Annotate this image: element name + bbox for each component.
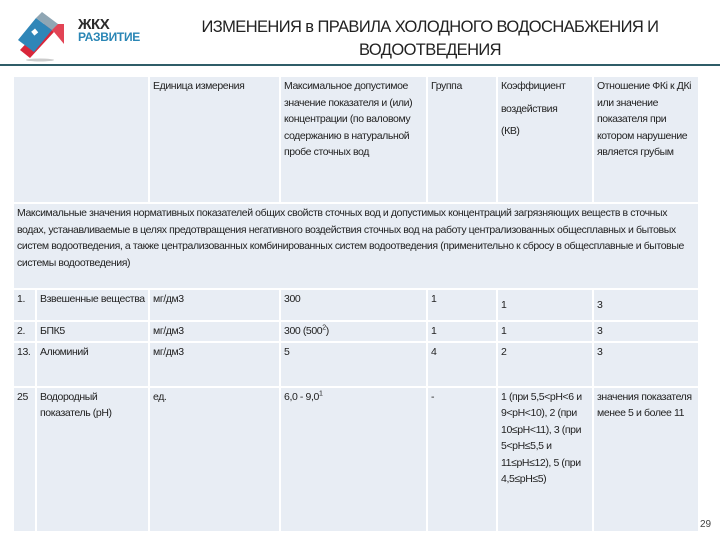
row-unit: ед. [149, 387, 280, 532]
row-kv: 2 [497, 342, 593, 387]
page-title [160, 16, 700, 62]
row-group: 4 [427, 342, 497, 387]
table-row [13, 289, 699, 321]
row-unit: мг/дм3 [149, 321, 280, 342]
row-kv: 1 [497, 321, 593, 342]
header-max: Максимальное допустимое значение показателя и (или) концентрации (по валовому содержанию в натуральной пробе сточных вод [280, 76, 427, 203]
row-name: Алюминий [36, 342, 149, 387]
row-max: 300 [280, 289, 427, 321]
section-text: Максимальные значения нормативных показателей общих свойств сточных вод и допустимых концентраций загрязняющих веществ в сточных водах, устанавливаемые в целях предотвращения негативного воздействия сточных вод на работу централизованных общесплавных и бытовых систем водоотведения, а также централизованных комбинированных систем водоотведения (применительно к сбросу в общесплавные и бытовые системы водоотведения) [13, 203, 699, 289]
row-max-tail: ) [325, 325, 329, 337]
logo-text-top: ЖКХ [78, 16, 110, 33]
row-number: 2. [13, 321, 36, 342]
row-max-value: 6,0 - 9,0 [284, 390, 319, 403]
header-cell-empty [13, 76, 149, 203]
section-row [13, 203, 699, 289]
title-line-2: ВОДООТВЕДЕНИЯ [359, 41, 501, 59]
row-number: 1. [13, 289, 36, 321]
row-number: 25 [13, 387, 36, 532]
row-ratio: 3 [593, 321, 699, 342]
logo-text-bottom: РАЗВИТИЕ [78, 30, 140, 44]
row-name: БПК5 [36, 321, 149, 342]
row-group: - [427, 387, 497, 532]
header-kv-line1: Коэффициент [501, 80, 566, 92]
row-max-footnote: 1 [318, 390, 323, 397]
table-row [13, 342, 699, 387]
table-row [13, 387, 699, 532]
header-ratio: Отношение ФКi к ДКi или значение показателя при котором нарушение является грубым [593, 76, 699, 203]
row-ratio: значения показателя менее 5 и более 11 [593, 387, 699, 532]
zhkh-logo-icon [14, 10, 70, 62]
header-unit: Единица измерения [149, 76, 280, 203]
row-max: 5 [280, 342, 427, 387]
row-ratio: 3 [593, 342, 699, 387]
row-group: 1 [427, 289, 497, 321]
row-name: Водородный показатель (pH) [36, 387, 149, 532]
table-row [13, 321, 699, 342]
header-kv-line3: (КВ) [501, 125, 520, 137]
row-group: 1 [427, 321, 497, 342]
row-ratio: 3 [593, 289, 699, 321]
header-divider [0, 64, 720, 66]
row-name: Взвешенные вещества [36, 289, 149, 321]
row-number: 13. [13, 342, 36, 387]
row-max-footnote: 2 [322, 324, 326, 332]
row-unit: мг/дм3 [149, 342, 280, 387]
row-unit: мг/дм3 [149, 289, 280, 321]
row-max [280, 321, 427, 342]
header-group: Группа [427, 76, 497, 203]
header-kv-line2: воздействия [501, 102, 558, 115]
table-header-row [13, 76, 699, 203]
row-kv: 1 (при 5,5<pH<6 и 9<pH<10), 2 (при 10≤pH<11), 3 (при 5<pH≤5,5 и 11≤pH≤12), 5 (при 4,5≤pH≤5) [497, 387, 593, 532]
page-number: 29 [700, 519, 712, 530]
row-max [280, 387, 427, 532]
header-kv [497, 76, 593, 203]
norms-table [12, 75, 700, 533]
row-max-value: 300 (500 [284, 325, 323, 337]
row-kv: 1 [497, 289, 593, 321]
title-line-1: ИЗМЕНЕНИЯ в ПРАВИЛА ХОЛОДНОГО ВОДОСНАБЖЕНИЯ И [201, 18, 659, 36]
